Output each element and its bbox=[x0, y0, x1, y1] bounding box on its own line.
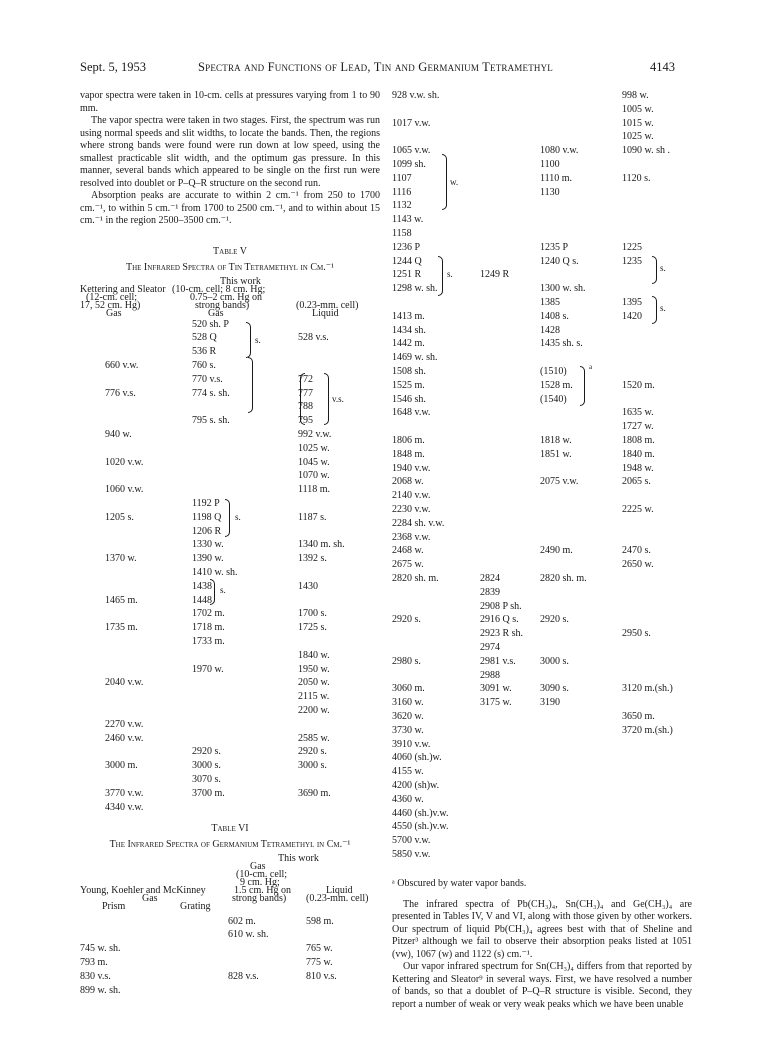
table-cell: 1330 w. bbox=[192, 539, 224, 551]
table-cell: 520 sh. P bbox=[192, 318, 229, 330]
table-cell: 1410 w. sh. bbox=[192, 566, 238, 578]
column-header: Gas bbox=[142, 892, 158, 904]
paragraph: vapor spectra were taken in 10-cm. cells at pressures varying from 1 to 90 mm. bbox=[80, 90, 380, 114]
paragraph: The infrared spectra of Pb(CH₃)₄, Sn(CH₃)₄ and Ge(CH₃)₄ are presented in Tables IV, V and VI, along with those given by other workers. Our spectrum of liquid Pb(CH₃)₄ agrees best with that of Sheline and Pitzer³ although we fail to observe their absorption peaks listed at 1051 (vw), 1067 (w) and 1122 (s) cm.⁻¹. bbox=[392, 898, 692, 960]
paragraph: Our vapor infrared spectrum for Sn(CH₃)₄ differs from that reported by Kettering and Sleator⁹ in several ways. First, we have resolved a number of bands, so that a doublet of P–Q–R structure is visible. Second, they report a number of weak or very weak peaks which we have been unable bbox=[392, 961, 692, 1010]
table-cell: 3000 s. bbox=[540, 655, 569, 667]
column-header: Gas bbox=[208, 307, 224, 319]
table-cell: 1508 sh. bbox=[392, 366, 426, 377]
table-cell: 1143 w. bbox=[392, 214, 424, 226]
table-cell: 1236 P bbox=[392, 241, 421, 253]
table-vi bbox=[80, 852, 380, 996]
column-header: Prism bbox=[102, 900, 126, 912]
table-cell: 3000 s. bbox=[298, 760, 327, 772]
brace-label: s. bbox=[220, 584, 226, 595]
brace bbox=[580, 366, 585, 406]
column-header: (0.23-mm. cell) bbox=[296, 299, 359, 311]
footnote-marker: a bbox=[589, 363, 593, 371]
left-column bbox=[80, 90, 380, 996]
right-column bbox=[392, 90, 692, 1011]
table-cell: 1546 sh. bbox=[392, 393, 426, 405]
table-cell: 765 w. bbox=[306, 943, 333, 955]
table-cell: 2950 s. bbox=[622, 628, 651, 640]
table-cell: 3070 s. bbox=[192, 773, 221, 785]
table-cell: 1017 v.w. bbox=[392, 117, 431, 129]
table-cell: 745 w. sh. bbox=[80, 943, 121, 955]
table-cell: 2920 s. bbox=[392, 614, 421, 626]
column-header: strong bands) bbox=[195, 299, 250, 311]
table-v bbox=[80, 277, 380, 837]
table-cell: 1428 bbox=[540, 324, 560, 336]
table-cell: 998 w. bbox=[622, 90, 649, 101]
table-cell: 1158 bbox=[392, 228, 412, 239]
table-cell: 2988 bbox=[480, 669, 500, 681]
table-cell: 3700 m. bbox=[192, 787, 225, 799]
table-cell: 1385 bbox=[540, 297, 560, 308]
table-cell: 3090 s. bbox=[540, 683, 569, 695]
table-vi-label: Table VI bbox=[211, 822, 249, 834]
table-cell: 1395 bbox=[622, 297, 642, 308]
column-header: Liquid bbox=[312, 307, 339, 319]
table-cell: 1806 m. bbox=[392, 435, 425, 446]
table-cell: 2068 w. bbox=[392, 476, 424, 488]
table-cell: 1099 sh. bbox=[392, 159, 426, 170]
table-cell: 2916 Q s. bbox=[480, 614, 519, 626]
table-cell: 3120 m.(sh.) bbox=[622, 683, 673, 695]
table-cell: 1198 Q bbox=[192, 511, 222, 523]
brace-label: s. bbox=[235, 511, 241, 522]
table-cell: 1940 v.w. bbox=[392, 462, 431, 474]
table-cell: 1840 m. bbox=[622, 448, 655, 460]
brace bbox=[442, 154, 447, 210]
column-header: Gas bbox=[106, 307, 122, 319]
table-cell: 1118 m. bbox=[298, 484, 331, 496]
table-cell: 1469 w. sh. bbox=[392, 352, 438, 364]
table-cell: 2980 s. bbox=[392, 655, 421, 667]
brace-label: v.s. bbox=[332, 393, 344, 404]
table-cell: 1735 m. bbox=[105, 622, 138, 634]
brace-label: s. bbox=[447, 269, 453, 279]
column-header: 1.5 cm. Hg on bbox=[234, 884, 291, 896]
table-footnote: ᵃ Obscured by water vapor bands. bbox=[392, 878, 527, 889]
table-continued bbox=[392, 90, 692, 872]
table-cell: 2920 s. bbox=[298, 746, 327, 758]
table-cell: 4550 (sh.)v.w. bbox=[392, 821, 449, 833]
table-cell: 1235 P bbox=[540, 241, 569, 253]
table-cell: 1116 bbox=[392, 186, 412, 198]
table-cell: 660 v.w. bbox=[105, 359, 139, 371]
table-cell: 1733 m. bbox=[192, 635, 225, 647]
table-cell: 4360 w. bbox=[392, 793, 424, 805]
table-cell: 1235 bbox=[622, 255, 642, 267]
table-cell: 1635 w. bbox=[622, 407, 654, 419]
table-cell: 1948 w. bbox=[622, 462, 654, 474]
this-work-heading: This work bbox=[278, 852, 319, 864]
table-cell: 2585 w. bbox=[298, 732, 330, 744]
table-cell: 1702 m. bbox=[192, 608, 225, 620]
table-cell: 1430 bbox=[298, 580, 318, 592]
table-cell: 1090 w. sh . bbox=[622, 145, 670, 157]
table-cell: 830 v.s. bbox=[80, 970, 111, 982]
table-cell: 2065 s. bbox=[622, 476, 651, 488]
table-cell: 1205 s. bbox=[105, 511, 134, 523]
table-cell: 1392 s. bbox=[298, 553, 327, 565]
table-cell: 1298 w. sh. bbox=[392, 283, 438, 295]
table-cell: 3000 m. bbox=[105, 760, 138, 772]
table-cell: 602 m. bbox=[228, 915, 256, 927]
table-cell: 1045 w. bbox=[298, 456, 330, 468]
table-cell: 2920 s. bbox=[540, 614, 569, 626]
table-cell: 3730 w. bbox=[392, 724, 424, 736]
table-cell: 2981 v.s. bbox=[480, 655, 516, 667]
brace bbox=[652, 256, 657, 284]
table-cell: 1080 v.w. bbox=[540, 145, 579, 157]
brace-label: s. bbox=[660, 263, 666, 273]
table-cell: 1370 w. bbox=[105, 553, 137, 565]
table-v-title: The Infrared Spectra of Tin Tetramethyl in Cm.⁻¹ bbox=[125, 262, 335, 273]
table-cell: 1848 m. bbox=[392, 448, 425, 460]
table-cell: 3620 w. bbox=[392, 711, 424, 722]
brace bbox=[438, 256, 443, 296]
column-header: strong bands) bbox=[232, 892, 287, 904]
table-cell: 1107 bbox=[392, 172, 412, 184]
table-cell: 775 w. bbox=[306, 956, 333, 968]
table-cell: 3720 m.(sh.) bbox=[622, 724, 673, 736]
table-cell: 1950 w. bbox=[298, 663, 330, 675]
table-cell: 1390 w. bbox=[192, 553, 224, 565]
table-cell: 3690 m. bbox=[298, 787, 331, 799]
table-cell: 2115 w. bbox=[298, 691, 330, 703]
table-cell: 1005 w. bbox=[622, 103, 654, 115]
table-cell: 3910 v.w. bbox=[392, 738, 431, 750]
column-header: (0.23-mm. cell) bbox=[306, 892, 369, 904]
table-cell: 2050 w. bbox=[298, 677, 330, 689]
table-cell: 1648 v.w. bbox=[392, 407, 431, 419]
table-cell: 2974 bbox=[480, 642, 500, 653]
table-cell: 4340 v.w. bbox=[105, 801, 144, 813]
table-cell: 3175 w. bbox=[480, 697, 512, 709]
table-cell: 2824 bbox=[480, 573, 500, 584]
table-cell: 1020 v.w. bbox=[105, 456, 144, 468]
table-cell: 770 v.s. bbox=[192, 373, 223, 385]
table-cell: 3000 s. bbox=[192, 760, 221, 772]
table-cell: 1528 m. bbox=[540, 379, 573, 391]
table-cell: 2225 w. bbox=[622, 504, 654, 515]
table-cell: 795 s. sh. bbox=[192, 415, 230, 427]
table-cell: 1808 m. bbox=[622, 435, 655, 446]
table-cell: 528 v.s. bbox=[298, 332, 329, 344]
table-cell: 760 s. bbox=[192, 359, 216, 371]
brace-label: s. bbox=[255, 334, 261, 345]
table-cell: 1434 sh. bbox=[392, 324, 426, 336]
paragraph: Absorption peaks are accurate to within 2 cm.⁻¹ from 250 to 1700 cm.⁻¹, to within 5 cm.⁻¹ from 1700 to 2500 cm.⁻¹, and to within about 15 cm.⁻¹ in the region 2500–3500 cm.⁻¹. bbox=[80, 190, 380, 226]
table-cell: 1110 m. bbox=[540, 172, 573, 184]
table-cell: 2470 s. bbox=[622, 545, 651, 557]
table-cell: 2468 w. bbox=[392, 545, 424, 557]
table-cell: 1435 sh. s. bbox=[540, 338, 583, 350]
table-cell: 1818 w. bbox=[540, 435, 572, 446]
column-header: (12-cm. cell; bbox=[86, 291, 138, 303]
table-cell: 2839 bbox=[480, 586, 500, 598]
table-cell: 1060 v.w. bbox=[105, 484, 144, 496]
table-vi-title: The Infrared Spectra of Germanium Tetramethyl in Cm.⁻¹ bbox=[109, 839, 351, 850]
table-cell: 1100 bbox=[540, 159, 560, 170]
table-cell: 1206 R bbox=[192, 525, 222, 537]
brace bbox=[248, 357, 253, 413]
table-cell: 3190 bbox=[540, 697, 560, 709]
table-cell: 788 bbox=[298, 401, 313, 413]
table-cell: 1851 w. bbox=[540, 448, 572, 460]
table-cell: 1420 bbox=[622, 310, 642, 322]
table-cell: 3091 w. bbox=[480, 683, 512, 695]
table-cell: 2075 v.w. bbox=[540, 476, 579, 488]
table-cell: 1340 m. sh. bbox=[298, 539, 345, 551]
table-cell: 528 Q bbox=[192, 332, 217, 344]
paragraph: The vapor spectra were taken in two stages. First, the spectrum was run using normal speeds and slit widths, to locate the bands. Then, the regions where strong bands were found were run down at low speed, using the smallest practicable slit width, and the optimum gas pressure. In this manner, several bands which appeared to be single on the first run were resolved into doublet or P–Q–R structure on the second run. bbox=[80, 115, 380, 189]
table-cell: 5850 v.w. bbox=[392, 849, 431, 860]
running-head-title: Spectra and Functions of Lead, Tin and Germanium Tetramethyl bbox=[198, 60, 554, 74]
running-head-date: Sept. 5, 1953 bbox=[80, 60, 146, 74]
table-cell: 2200 w. bbox=[298, 704, 330, 716]
table-cell: 1442 m. bbox=[392, 338, 425, 350]
table-cell: 772 bbox=[298, 373, 313, 385]
table-v-label: Table V bbox=[213, 245, 247, 257]
table-cell: 1244 Q bbox=[392, 255, 422, 267]
table-cell: 5700 v.w. bbox=[392, 835, 431, 847]
table-cell: 4460 (sh.)v.w. bbox=[392, 807, 449, 819]
brace bbox=[652, 296, 657, 324]
table-cell: 1727 w. bbox=[622, 421, 654, 433]
column-header: (10-cm. cell; bbox=[236, 868, 288, 880]
table-cell: 1725 s. bbox=[298, 622, 327, 634]
brace bbox=[225, 499, 230, 537]
table-cell: 1465 m. bbox=[105, 594, 138, 606]
table-cell: 4155 w. bbox=[392, 766, 424, 778]
table-cell: 776 v.s. bbox=[105, 387, 136, 399]
table-cell: 1249 R bbox=[480, 269, 510, 281]
table-cell: 2460 v.w. bbox=[105, 732, 144, 744]
table-cell: 1225 bbox=[622, 241, 642, 253]
brace-label: s. bbox=[660, 303, 666, 313]
table-cell: 3770 v.w. bbox=[105, 787, 144, 799]
table-cell: 3650 m. bbox=[622, 711, 655, 722]
column-header: Grating bbox=[180, 900, 211, 912]
table-cell: (1510) bbox=[540, 366, 567, 377]
table-cell: 1525 m. bbox=[392, 379, 425, 391]
table-cell: 610 w. sh. bbox=[228, 929, 269, 941]
table-cell: 2820 sh. m. bbox=[392, 573, 439, 584]
brace bbox=[246, 322, 251, 358]
table-cell: 2650 w. bbox=[622, 559, 654, 571]
column-header: 9 cm. Hg; bbox=[240, 876, 280, 888]
table-cell: 940 w. bbox=[105, 428, 132, 440]
table-cell: 1413 m. bbox=[392, 310, 425, 322]
table-cell: 1840 w. bbox=[298, 649, 330, 661]
column-header: Young, Koehler and McKinney bbox=[80, 884, 206, 896]
table-cell: 899 w. sh. bbox=[80, 984, 121, 996]
table-cell: 1300 w. sh. bbox=[540, 283, 586, 295]
column-header: Gas bbox=[250, 860, 266, 872]
brace bbox=[324, 373, 329, 425]
table-cell: 1520 m. bbox=[622, 379, 655, 391]
table-cell: 2230 v.w. bbox=[392, 504, 431, 515]
column-header: 0.75–2 cm. Hg on bbox=[190, 291, 262, 303]
this-work-heading: This work bbox=[220, 275, 261, 287]
table-cell: 1718 m. bbox=[192, 622, 225, 634]
table-cell: 1070 w. bbox=[298, 470, 330, 482]
table-cell: 4200 (sh)w. bbox=[392, 780, 440, 791]
page-number: 4143 bbox=[650, 60, 675, 74]
table-cell: 1132 bbox=[392, 200, 412, 212]
table-cell: 774 s. sh. bbox=[192, 387, 230, 399]
table-cell: 2490 m. bbox=[540, 545, 573, 557]
table-cell: 2040 v.w. bbox=[105, 677, 144, 689]
table-cell: 992 v.w. bbox=[298, 428, 332, 440]
table-cell: 2908 P sh. bbox=[480, 600, 522, 612]
table-cell: 1025 w. bbox=[622, 131, 654, 143]
column-header: Kettering and Sleator bbox=[80, 283, 166, 295]
table-cell: 1025 w. bbox=[298, 442, 330, 454]
table-cell: 2820 sh. m. bbox=[540, 573, 587, 584]
table-cell: 1240 Q s. bbox=[540, 255, 579, 267]
table-cell: 1065 v.w. bbox=[392, 145, 431, 157]
table-cell: 3060 m. bbox=[392, 683, 425, 695]
table-cell: 2140 v.w. bbox=[392, 490, 431, 502]
table-cell: 1130 bbox=[540, 186, 560, 198]
table-cell: 2270 v.w. bbox=[105, 718, 144, 730]
table-cell: 793 m. bbox=[80, 956, 108, 968]
table-cell: 810 v.s. bbox=[306, 970, 337, 982]
table-cell: 795 bbox=[298, 415, 313, 427]
column-header: (10-cm. cell; 8 cm. Hg; bbox=[172, 283, 266, 295]
table-cell: 1187 s. bbox=[298, 511, 327, 523]
table-cell: 1408 s. bbox=[540, 310, 569, 322]
table-cell: 1700 s. bbox=[298, 608, 327, 620]
table-cell: (1540) bbox=[540, 393, 567, 405]
table-cell: 2675 w. bbox=[392, 559, 424, 571]
table-cell: 536 R bbox=[192, 346, 217, 358]
table-cell: 2368 v.w. bbox=[392, 531, 431, 543]
table-cell: 2920 s. bbox=[192, 746, 221, 758]
table-cell: 2284 sh. v.w. bbox=[392, 517, 445, 529]
table-cell: 828 v.s. bbox=[228, 970, 259, 982]
column-header: 17, 52 cm. Hg) bbox=[80, 299, 141, 311]
table-cell: 2923 R sh. bbox=[480, 628, 524, 640]
table-cell: 598 m. bbox=[306, 915, 334, 927]
column-header: Liquid bbox=[326, 884, 353, 896]
brace-label: w. bbox=[450, 177, 459, 187]
table-cell: 1192 P bbox=[192, 497, 220, 509]
table-cell: 1015 w. bbox=[622, 117, 654, 129]
table-cell: 3160 w. bbox=[392, 697, 424, 709]
table-cell: 1970 w. bbox=[192, 663, 224, 675]
table-cell: 1251 R bbox=[392, 269, 422, 281]
table-cell: 1448 bbox=[192, 594, 212, 606]
table-cell: 1438 bbox=[192, 580, 212, 592]
table-cell: 1120 s. bbox=[622, 172, 651, 184]
table-cell: 777 bbox=[298, 387, 313, 399]
table-cell: 4060 (sh.)w. bbox=[392, 752, 442, 764]
table-cell: 928 v.w. sh. bbox=[392, 90, 440, 101]
